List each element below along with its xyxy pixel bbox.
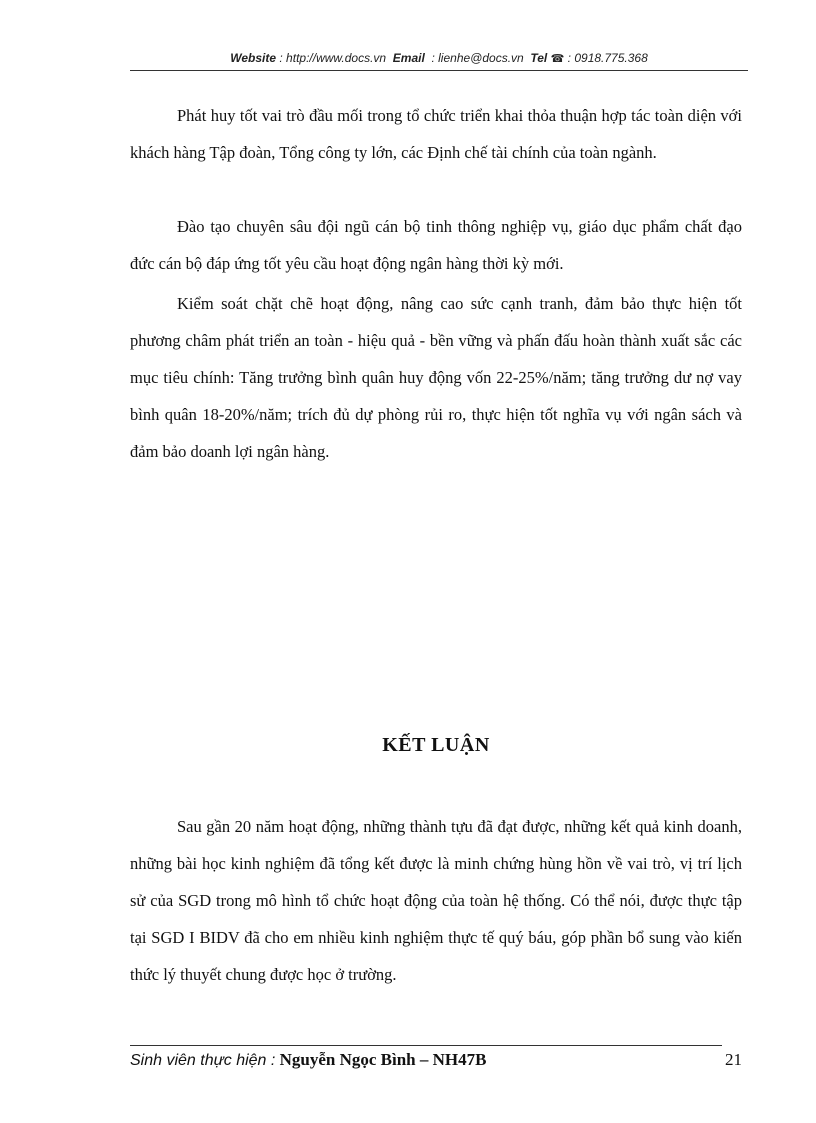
page-footer (130, 1050, 742, 1076)
conclusion-heading: KẾT LUẬN (382, 734, 490, 756)
body-paragraph: Phát huy tốt vai trò đầu mối trong tổ chức triển khai thỏa thuận hợp tác toàn diện với khách hàng Tập đoàn, Tổng công ty lớn, các Định chế tài chính của toàn ngành. (130, 106, 742, 162)
body-paragraph: Kiểm soát chặt chẽ hoạt động, nâng cao sức cạnh tranh, đảm bảo thực hiện tốt phương châm phát triển an toàn - hiệu quả - bền vững và phấn đấu hoàn thành xuất sắc các mục tiêu chính: Tăng trưởng bình quân huy động vốn 22-25%/năm; tăng trưởng dư nợ vay bình quân 18-20%/năm; trích đủ dự phòng rủi ro, thực hiện tốt nghĩa vụ với ngân sách và đảm bảo doanh lợi ngân hàng. (130, 294, 742, 461)
paragraph-block (130, 285, 742, 470)
phone-icon: ☎ (550, 53, 565, 65)
paragraph-block (130, 208, 742, 282)
body-paragraph: Đào tạo chuyên sâu đội ngũ cán bộ tinh thông nghiệp vụ, giáo dục phẩm chất đạo đức cán bộ đáp ứng tốt yêu cầu hoạt động ngân hàng thời kỳ mới. (130, 217, 742, 273)
email-value: : lienhe@docs.vn (431, 51, 524, 65)
footer-label: Sinh viên thực hiện : (130, 1052, 276, 1069)
page-header (130, 51, 748, 69)
page-number: 21 (725, 1050, 742, 1069)
website-value: : http://www.docs.vn (279, 51, 387, 65)
paragraph-block (130, 97, 742, 171)
email-label: Email (392, 51, 425, 65)
conclusion-block (130, 808, 742, 993)
footer-divider (130, 1045, 722, 1046)
conclusion-paragraph: Sau gần 20 năm hoạt động, những thành tựu đã đạt được, những kết quả kinh doanh, những bài học kinh nghiệm đã tổng kết được là minh chứng hùng hồn về vai trò, vị trí lịch sử của SGD trong mô hình tổ chức hoạt động của toàn hệ thống. Có thể nói, được thực tập tại SGD I BIDV đã cho em nhiều kinh nghiệm thực tế quý báu, góp phần bổ sung vào kiến thức lý thuyết chung được học ở trường. (130, 817, 742, 984)
website-label: Website (230, 51, 277, 65)
header-divider (130, 70, 748, 71)
student-name: Nguyễn Ngọc Bình – NH47B (279, 1050, 487, 1069)
tel-label: Tel (530, 51, 548, 65)
tel-value: : 0918.775.368 (567, 51, 648, 65)
